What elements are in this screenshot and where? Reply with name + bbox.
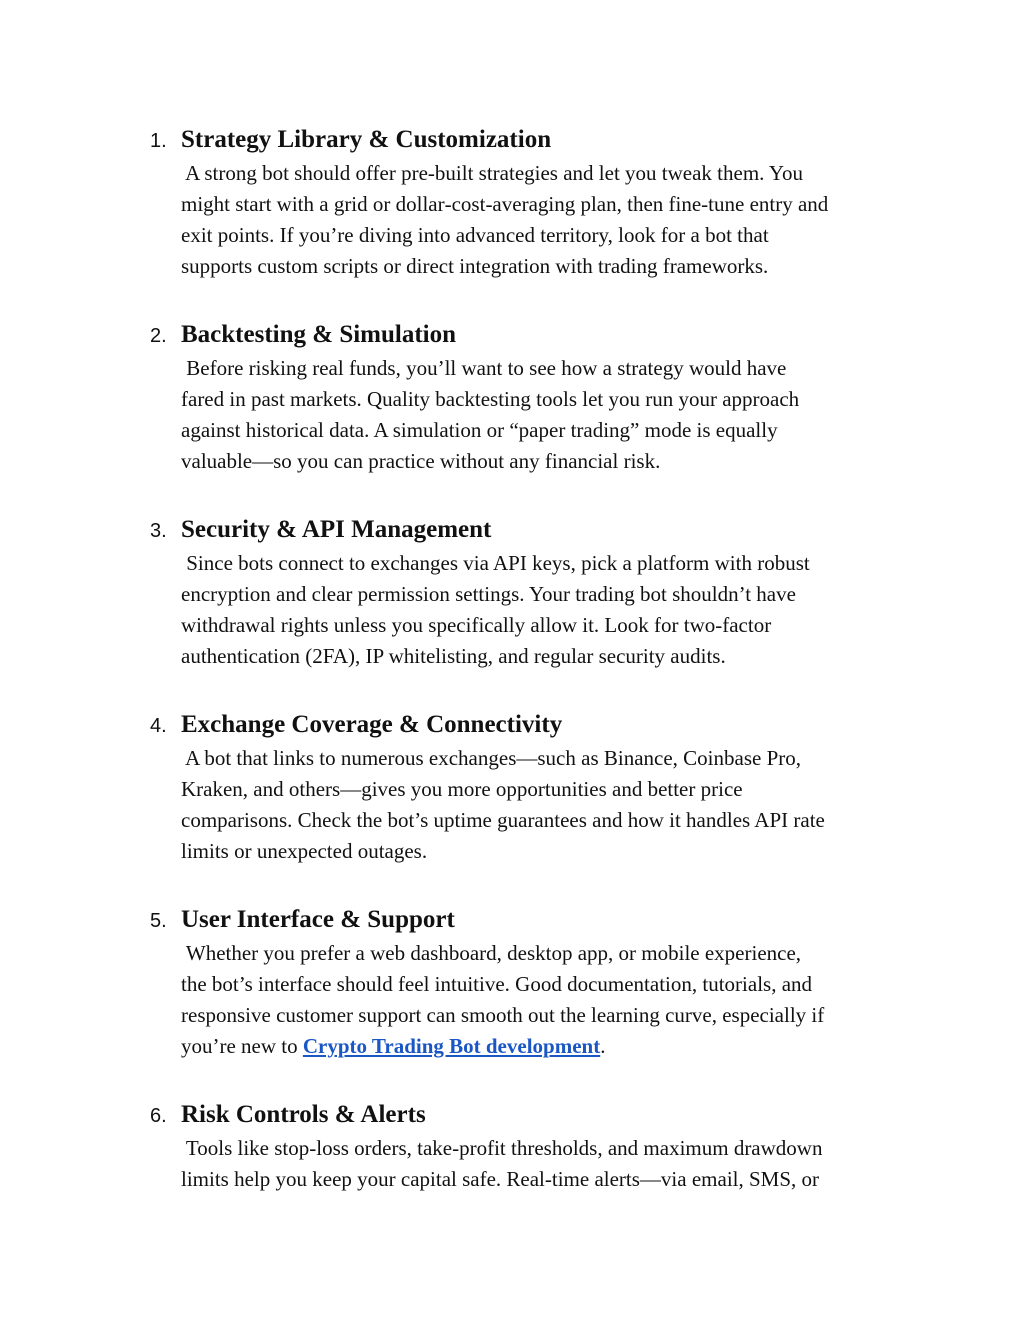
section-paragraph: [181, 353, 910, 477]
paragraph-line: Since bots connect to exchanges via API keys, pick a platform with robust: [181, 551, 810, 575]
paragraph-line: the bot’s interface should feel intuitive. Good documentation, tutorials, and: [181, 972, 813, 996]
paragraph-line: authentication (2FA), IP whitelisting, and regular security audits.: [181, 644, 726, 668]
paragraph-line: Before risking real funds, you’ll want to see how a strategy would have: [181, 356, 787, 380]
list-number: 4.: [150, 715, 167, 737]
paragraph-line: against historical data. A simulation or “paper trading” mode is equally: [181, 418, 778, 442]
paragraph-line: Tools like stop‑loss orders, take‑profit thresholds, and maximum drawdown: [181, 1136, 823, 1160]
paragraph-text: you’re new to: [181, 1034, 303, 1058]
paragraph-line: supports custom scripts or direct integration with trading frameworks.: [181, 254, 769, 278]
paragraph-line: Whether you prefer a web dashboard, desktop app, or mobile experience,: [181, 941, 802, 965]
list-number: 2.: [150, 325, 167, 347]
section-paragraph: [181, 743, 910, 867]
paragraph-line: limits or unexpected outages.: [181, 839, 428, 863]
paragraph-text: .: [600, 1034, 606, 1058]
section-paragraph: [181, 548, 910, 672]
list-number: 6.: [150, 1105, 167, 1127]
section-heading: Exchange Coverage & Connectivity: [181, 711, 563, 738]
section-paragraph: [181, 938, 910, 1062]
crypto-trading-bot-development-link[interactable]: Crypto Trading Bot development: [302, 1034, 601, 1058]
paragraph-line: valuable—so you can practice without any financial risk.: [181, 449, 661, 473]
paragraph-line: Kraken, and others—gives you more opportunities and better price: [181, 777, 743, 801]
paragraph-line: responsive customer support can smooth out the learning curve, especially if: [181, 1003, 825, 1027]
section-paragraph: [181, 1133, 910, 1195]
list-number: 3.: [150, 520, 167, 542]
section-heading: Strategy Library & Customization: [181, 126, 552, 153]
list-number: 1.: [150, 130, 167, 152]
list-number: 5.: [150, 910, 167, 932]
paragraph-line: A strong bot should offer pre-built strategies and let you tweak them. You: [181, 161, 803, 185]
paragraph-line: limits help you keep your capital safe. Real‑time alerts—via email, SMS, or: [181, 1167, 820, 1191]
section-heading: Risk Controls & Alerts: [181, 1101, 426, 1128]
paragraph-line: comparisons. Check the bot’s uptime guarantees and how it handles API rate: [181, 808, 825, 832]
section-heading: User Interface & Support: [181, 906, 455, 933]
paragraph-line: encryption and clear permission settings. Your trading bot shouldn’t have: [181, 582, 796, 606]
paragraph-line: fared in past markets. Quality backtesting tools let you run your approach: [181, 387, 800, 411]
section-heading: Security & API Management: [181, 516, 492, 543]
section-paragraph: [181, 158, 910, 282]
paragraph-line: exit points. If you’re diving into advanced territory, look for a bot that: [181, 223, 769, 247]
paragraph-line: might start with a grid or dollar‑cost‑averaging plan, then fine‑tune entry and: [181, 192, 829, 216]
paragraph-line: withdrawal rights unless you specifically allow it. Look for two‑factor: [181, 613, 772, 637]
paragraph-line-with-link: [181, 1031, 910, 1062]
paragraph-line: A bot that links to numerous exchanges—such as Binance, Coinbase Pro,: [181, 746, 801, 770]
section-heading: Backtesting & Simulation: [181, 321, 457, 348]
